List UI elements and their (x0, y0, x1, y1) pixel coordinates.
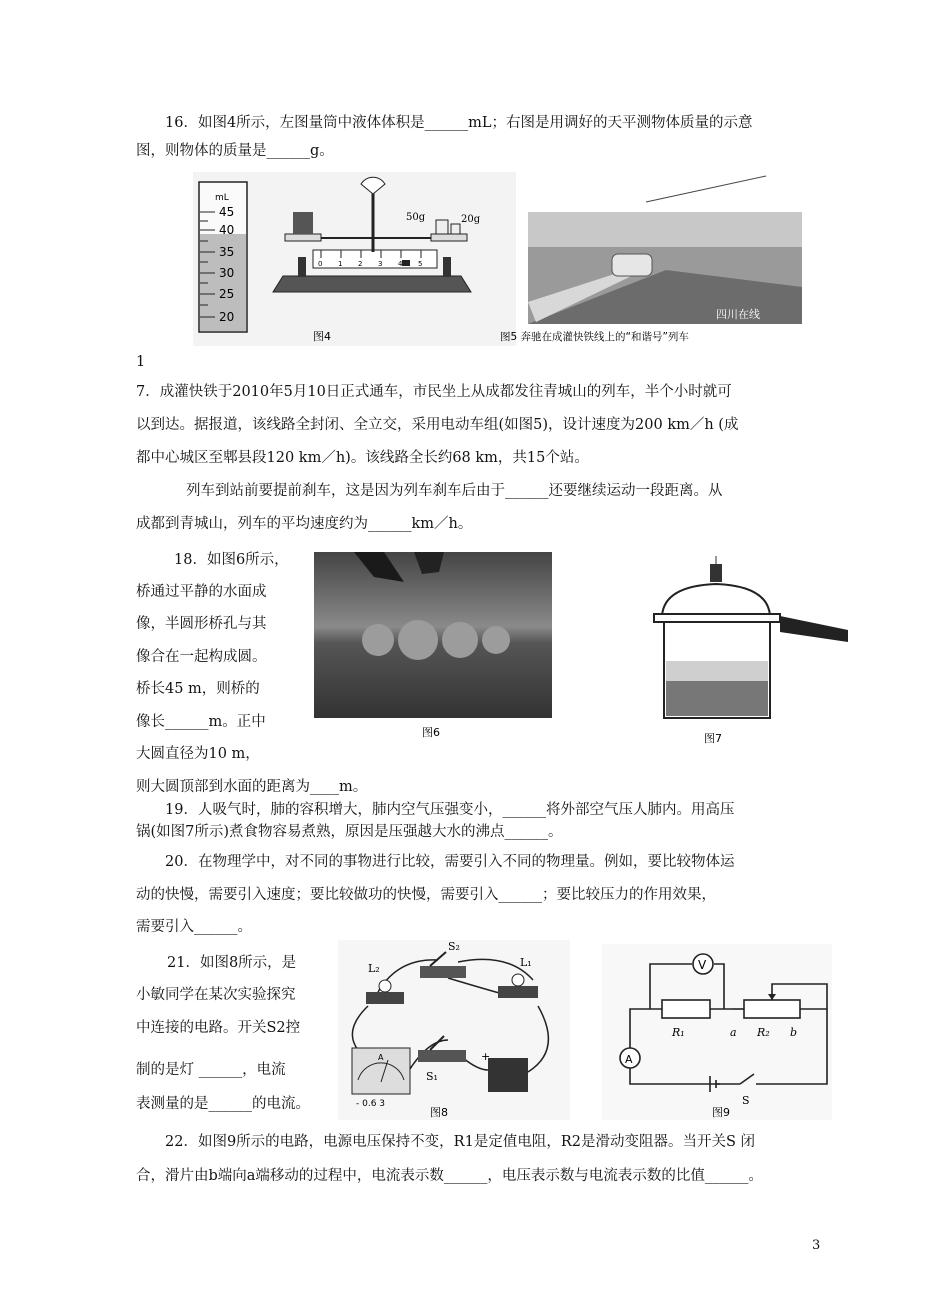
q21-line: 表测量的是______的电流。 (136, 1096, 310, 1112)
q17-line3: 都中心城区至郫县段120 km／h)。该线路全长约68 km，共15个站。 (136, 450, 589, 466)
scale-tick: 4 (398, 260, 403, 268)
figure-9-caption: 图9 (712, 1106, 730, 1119)
label-ammeter-a: A (625, 1053, 633, 1066)
figure-7 (644, 556, 854, 746)
weight-label-20g: 20g (461, 214, 481, 225)
q18-line: 像长______m。正中 (136, 714, 266, 730)
label-plus: + (481, 1050, 491, 1063)
page-number: 3 (812, 1238, 821, 1253)
figure-8-caption: 图8 (430, 1106, 448, 1119)
q18-line: 桥通过平静的水面成 (136, 584, 267, 600)
q16-line1: 16．如图4所示，左图量筒中液体体积是______mL；右图是用调好的天平测物体质量的示意 (165, 115, 753, 131)
q20-line2: 动的快慢，需要引入速度；要比较做功的快慢，需要引入______；要比较压力的作用效果， (136, 887, 716, 903)
scale-tick: 3 (378, 260, 383, 268)
photo-watermark: 四川在线 (716, 308, 760, 321)
label-a: a (730, 1026, 737, 1039)
battery (488, 1058, 528, 1092)
q17-line1: 7．成灌快铁于2010年5月10日正式通车，市民坐上从成都发往青城山的列车，半个小时就可 (136, 384, 732, 400)
cyl-tick: 25 (219, 287, 235, 301)
cyl-tick: 35 (219, 245, 235, 259)
figure-4 (193, 172, 516, 346)
label-l2: L₂ (368, 962, 380, 975)
figure-8 (338, 940, 570, 1120)
figure-5-caption: 图5 奔驰在成灌快铁线上的“和谐号”列车 (500, 331, 689, 343)
stray-digit: 1 (136, 354, 146, 370)
cyl-tick: 45 (219, 205, 235, 219)
label-v: V (698, 958, 707, 972)
figure-7-caption: 图7 (704, 732, 722, 745)
q19-line2: 锅(如图7所示)煮食物容易煮熟，原因是压强越大水的沸点______。 (136, 824, 563, 840)
q22-line1: 22．如图9所示的电路，电源电压保持不变，R1是定值电阻，R2是滑动变阻器。当开关S 闭 (165, 1134, 756, 1150)
q21-line: 制的是灯 ______，电流 (136, 1062, 286, 1078)
label-s2: S₂ (448, 940, 460, 953)
graduated-cylinder (199, 182, 247, 332)
label-terminals: - 0.6 3 (356, 1099, 386, 1109)
weight-20g (451, 224, 460, 234)
figure-4-caption: 图4 (313, 330, 331, 343)
lamp-l1-base (498, 986, 538, 998)
q18-line: 像，半圆形桥孔与其 (136, 616, 267, 632)
cylinder-unit: mL (215, 193, 229, 203)
switch-s1 (418, 1050, 466, 1062)
scale-tick: 5 (418, 260, 423, 268)
label-r1: R₁ (672, 1026, 685, 1039)
q17-line2: 以到达。据报道，该线路全封闭、全立交，采用电动车组(如图5)，设计速度为200 km／h (成 (136, 417, 739, 433)
q21-line: 小敏同学在某次实验探究 (136, 987, 296, 1003)
q20-line1: 20．在物理学中，对不同的事物进行比较，需要引入不同的物理量。例如，要比较物体运 (165, 854, 735, 870)
q22-line2: 合，滑片由b端向a端移动的过程中，电流表示数______，电压表示数与电流表示数的比值______。 (136, 1168, 763, 1184)
pressure-valve (710, 564, 722, 582)
label-s1: S₁ (426, 1070, 438, 1083)
figure-5 (500, 172, 804, 346)
label-r2: R₂ (757, 1026, 770, 1039)
q17-line4: 列车到站前要提前刹车，这是因为列车刹车后由于______还要继续运动一段距离。从 (186, 483, 723, 499)
q18-line: 桥长45 m，则桥的 (136, 681, 260, 697)
q20-line3: 需要引入______。 (136, 919, 252, 935)
cooker-handle (780, 616, 848, 642)
label-ammeter: A (378, 1053, 384, 1062)
q21-line: 21．如图8所示，是 (167, 955, 297, 971)
weight-50g (436, 220, 448, 234)
scale-tick: 2 (358, 260, 363, 268)
cyl-tick: 30 (219, 266, 235, 280)
q16-line2: 图，则物体的质量是______g。 (136, 143, 334, 159)
scale-tick: 1 (338, 260, 343, 268)
cyl-tick: 20 (219, 310, 235, 324)
object-block (293, 212, 313, 234)
q19-line1: 19．人吸气时，肺的容积增大，肺内空气压强变小，______将外部空气压人肺内。用高压 (165, 802, 735, 818)
q18-line: 大圆直径为10 m， (136, 746, 260, 762)
q18-line: 像合在一起构成圆。 (136, 649, 267, 665)
figure-6-caption: 图6 (422, 726, 440, 739)
label-l1: L₁ (520, 956, 532, 969)
q18-line: 则大圆顶部到水面的距离为____m。 (136, 779, 368, 795)
train-photo (612, 254, 652, 276)
label-s: S (742, 1094, 750, 1107)
label-b: b (790, 1026, 798, 1039)
switch-s2 (420, 966, 466, 978)
lamp-l2-base (366, 992, 404, 1004)
weight-label-50g: 50g (406, 212, 426, 223)
scale-tick: 0 (318, 260, 323, 268)
q17-line5: 成都到青城山，列车的平均速度约为______km／h。 (136, 516, 473, 532)
cyl-tick: 40 (219, 223, 235, 237)
figure-9 (602, 944, 832, 1120)
q21-line: 中连接的电路。开关S2控 (136, 1020, 301, 1036)
q18-line: 18．如图6所示， (174, 552, 289, 568)
figure-6 (314, 552, 552, 742)
